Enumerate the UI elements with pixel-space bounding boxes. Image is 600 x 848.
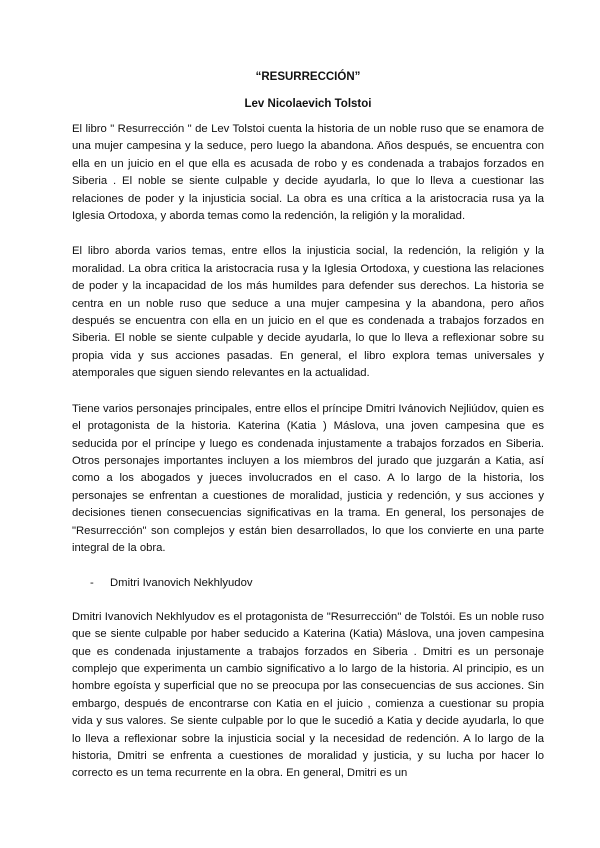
document-author: Lev Nicolaevich Tolstoi bbox=[244, 98, 372, 110]
paragraph-protagonist: Dmitri Ivanovich Nekhlyudov es el protagonista de "Resurrección" de Tolstói. Es un noble ruso que se siente culpable por haber seducido a Katerina (Katia) Máslova, una joven campesina que es condenada injustamente a trabajos forzados en Siberia . Dmitri es un personaje complejo que experimenta un cambio significativo a lo largo de la historia. Al principio, es un hombre egoísta y superficial que no se preocupa por las consecuencias de sus acciones. Sin embargo, después de encontrarse con Katia en el juicio , comienza a cuestionar su propia vida y sus valores. Se siente culpable por lo que le sucedió a Katia y decide ayudarla, lo que lo lleva a reflexionar sobre la injusticia social y la necesidad de redención. A lo largo de la historia, Dmitri se enfrenta a cuestiones de moralidad y justicia, y su lucha por hacer lo correcto es un tema recurrente en la obra. En general, Dmitri es un bbox=[72, 610, 544, 780]
document-title: “RESURRECCIÓN” bbox=[255, 71, 361, 83]
document-page bbox=[72, 70, 544, 783]
bullet-marker: - bbox=[90, 577, 94, 590]
paragraph-themes: El libro aborda varios temas, entre ellos la injusticia social, la redención, la religión y la moralidad. La obra critica la aristocracia rusa y la Iglesia Ortodoxa, y cuestiona las relaciones de poder y la incapacidad de los más humildes para defender sus derechos. La historia se centra en un noble ruso que seduce a una mujer campesina y la abandona, pero años después se encuentra con ella en un juicio en el que es condenada a trabajos forzados en Siberia. El noble se siente culpable y decide ayudarla, lo que lo lleva a reflexionar sobre su propia vida y sus acciones pasadas. En general, el libro explora temas universales y atemporales que siguen siendo relevantes en la actualidad. bbox=[72, 245, 544, 380]
bullet-text: Dmitri Ivanovich Nekhlyudov bbox=[110, 577, 253, 590]
bullet-item bbox=[72, 575, 544, 592]
paragraph-characters: Tiene varios personajes principales, entre ellos el príncipe Dmitri Ivánovich Nejliúdov, quien es el protagonista de la historia. Katerina (Katia ) Máslova, una joven campesina que es seducida por el príncipe y luego es condenada injustamente a trabajos forzados en Siberia. Otros personajes importantes incluyen a los miembros del jurado que juzgarán a Katia, así como a los abogados y jueces involucrados en el caso. A lo largo de la historia, los personajes se enfrentan a cuestiones de moralidad, justicia y redención, y sus acciones y decisiones tienen consecuencias significativas en la trama. En general, los personajes de "Resurrección" son complejos y están bien desarrollados, lo que los convierte en una parte integral de la obra. bbox=[72, 402, 544, 554]
paragraph-summary: El libro " Resurrección " de Lev Tolstoi cuenta la historia de un noble ruso que se enamora de una mujer campesina y la seduce, pero luego la abandona. Años después, se encuentra con ella en un juicio en el que ella es acusada de robo y es condenada a trabajos forzados en Siberia . El noble se siente culpable y decide ayudarla, lo que lo lleva a cuestionar las relaciones de poder y la injusticia social. La obra es una crítica a la aristocracia rusa ya la Iglesia Ortodoxa, y aborda temas como la redención, la religión y la moralidad. bbox=[72, 123, 544, 223]
